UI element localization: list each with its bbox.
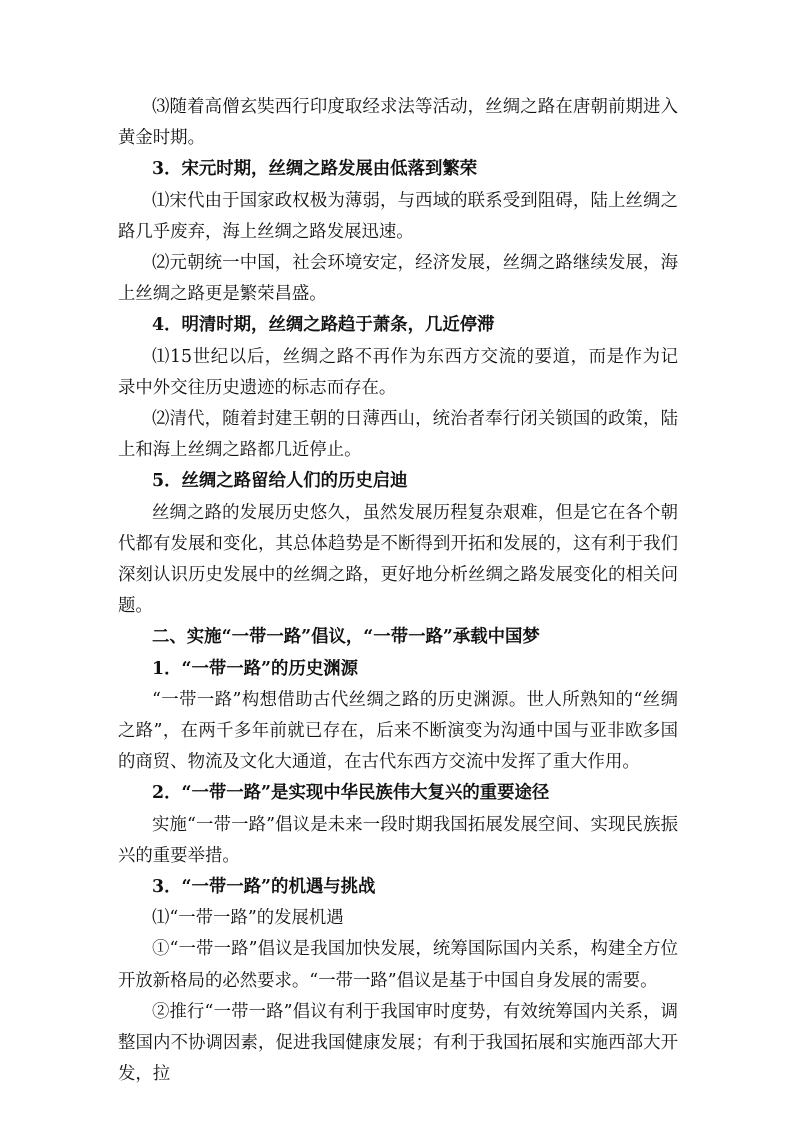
chapter-heading: 二、实施“一带一路”倡议，“一带一路”承载中国梦 — [152, 627, 540, 648]
paragraph: 丝绸之路的发展历史悠久，虽然发展历程复杂艰难，但是它在各个朝代都有发展和变化，其总体趋势是不断得到开拓和发展的，这有利于我们深刻认识历史发展中的丝绸之路，更好地分析丝绸之路发展变化的相关问题。 — [118, 502, 678, 617]
document-body — [118, 92, 678, 1091]
paragraph: ⑴宋代由于国家政权极为薄弱，与西域的联系受到阻碍，陆上丝绸之路几乎废弃，海上丝绸之路发展迅速。 — [118, 190, 678, 242]
paragraph: ⑵元朝统一中国，社会环境安定，经济发展，丝绸之路继续发展，海上丝绸之路更是繁荣昌盛。 — [118, 253, 678, 305]
paragraph: ①“一带一路”倡议是我国加快发展，统筹国际国内关系，构建全方位开放新格局的必然要求。“一带一路”倡议是基于中国自身发展的需要。 — [118, 939, 678, 991]
paragraph: ⑶随着高僧玄奘西行印度取经求法等活动，丝绸之路在唐朝前期进入黄金时期。 — [118, 97, 678, 149]
paragraph: ②推行“一带一路”倡议有利于我国审时度势，有效统筹国内关系，调整国内不协调因素，促进我国健康发展；有利于我国拓展和实施西部大开发，拉 — [118, 1001, 678, 1085]
paragraph: 实施“一带一路”倡议是未来一段时期我国拓展发展空间、实现民族振兴的重要举措。 — [118, 814, 678, 866]
section-heading: 1．“一带一路”的历史渊源 — [152, 658, 359, 679]
subsection-label: ⑴“一带一路”的发展机遇 — [152, 908, 344, 929]
section-heading: 3．宋元时期，丝绸之路发展由低落到繁荣 — [152, 159, 478, 180]
paragraph: ⑴15世纪以后，丝绸之路不再作为东西方交流的要道，而是作为记录中外交往历史遗迹的标志而存在。 — [118, 346, 678, 398]
section-heading: 2．“一带一路”是实现中华民族伟大复兴的重要途径 — [152, 783, 550, 804]
paragraph: “一带一路”构想借助古代丝绸之路的历史渊源。世人所熟知的“丝绸之路”，在两千多年前就已存在，后来不断演变为沟通中国与亚非欧多国的商贸、物流及文化大通道，在古代东西方交流中发挥了重大作用。 — [118, 689, 678, 773]
paragraph: ⑵清代，随着封建王朝的日薄西山，统治者奉行闭关锁国的政策，陆上和海上丝绸之路都几近停止。 — [118, 409, 678, 461]
section-heading: 3．“一带一路”的机遇与挑战 — [152, 877, 376, 898]
section-heading: 5．丝绸之路留给人们的历史启迪 — [152, 471, 408, 492]
section-heading: 4．明清时期，丝绸之路趋于萧条，几近停滞 — [152, 315, 495, 336]
